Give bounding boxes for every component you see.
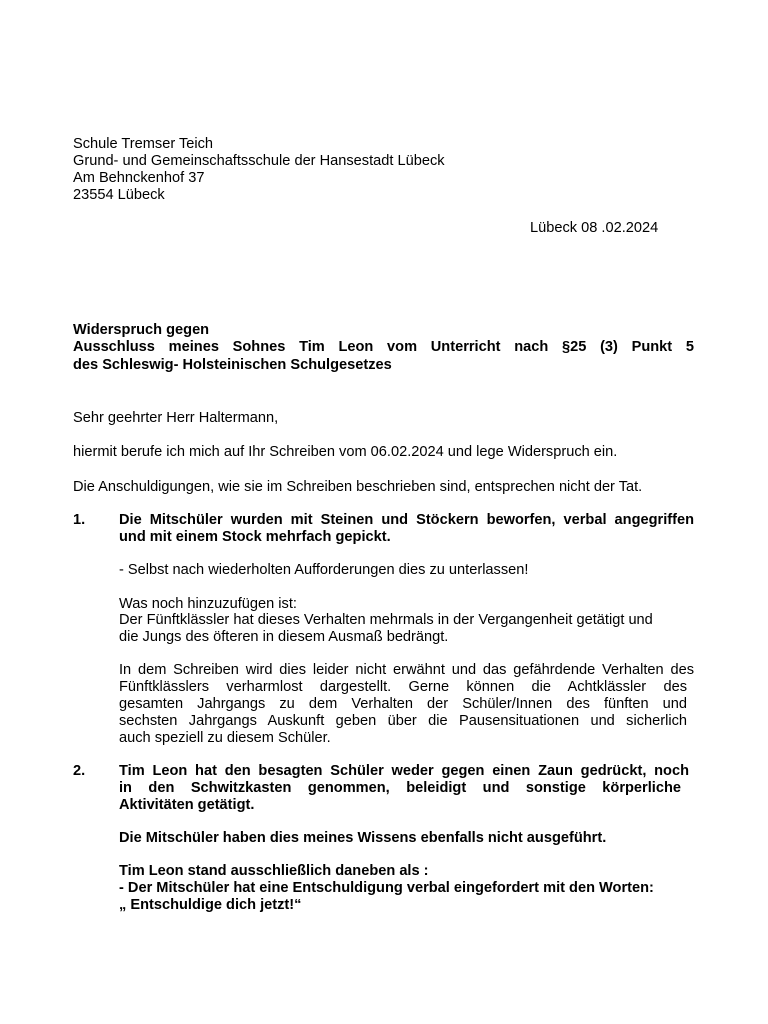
subject-line-2: Ausschluss meines Sohnes Tim Leon vom Unterricht nach §25 (3) Punkt 5 xyxy=(73,339,694,355)
point-2-number: 2. xyxy=(73,763,86,779)
point-1-dash-line: - Selbst nach wiederholten Aufforderungen dies zu unterlassen! xyxy=(119,562,529,578)
point-2-bold-line-3: Aktivitäten getätigt. xyxy=(119,797,255,813)
point-1-para-line-3: gesamten Jahrgangs zu dem Verhalten der Schüler/Innen des fünften und xyxy=(119,696,687,712)
letter-date: Lübeck 08 .02.2024 xyxy=(530,220,659,236)
point-1-para-line-2: Fünftklässlers verharmlost dargestellt. Gerne können die Achtklässler des xyxy=(119,679,687,695)
point-1-bold-line-1: Die Mitschüler wurden mit Steinen und Stöckern beworfen, verbal angegriffen xyxy=(119,512,694,528)
point-1-para-line-4: sechsten Jahrgangs Auskunft geben über die Pausensituationen und sicherlich xyxy=(119,713,687,729)
point-2-stood-line: Tim Leon stand ausschließlich daneben als : xyxy=(119,863,429,879)
point-2-quote-intro: - Der Mitschüler hat eine Entschuldigung verbal eingefordert mit den Worten: xyxy=(119,880,654,896)
intro-paragraph-2: Die Anschuldigungen, wie sie im Schreiben beschrieben sind, entsprechen nicht der Tat. xyxy=(73,479,643,495)
subject-line-3: des Schleswig- Holsteinischen Schulgesetzes xyxy=(73,357,392,373)
point-2-bold-paragraph: Die Mitschüler haben dies meines Wissens ebenfalls nicht ausgeführt. xyxy=(119,830,607,846)
address-line-3: Am Behnckenhof 37 xyxy=(73,170,205,186)
point-1-add-line-1: Der Fünftklässler hat dieses Verhalten mehrmals in der Vergangenheit getätigt und xyxy=(119,612,653,628)
subject-line-1: Widerspruch gegen xyxy=(73,322,210,338)
point-2-quote: „ Entschuldige dich jetzt!“ xyxy=(119,897,302,913)
salutation: Sehr geehrter Herr Haltermann, xyxy=(73,410,279,426)
point-1-add-line-2: die Jungs des öfteren in diesem Ausmaß bedrängt. xyxy=(119,629,449,645)
point-1-para-line-5: auch speziell zu diesem Schüler. xyxy=(119,730,331,746)
address-line-1: Schule Tremser Teich xyxy=(73,136,214,152)
point-1-number: 1. xyxy=(73,512,86,528)
point-2-bold-line-1: Tim Leon hat den besagten Schüler weder gegen einen Zaun gedrückt, noch xyxy=(119,763,689,779)
intro-paragraph-1: hiermit berufe ich mich auf Ihr Schreiben vom 06.02.2024 und lege Widerspruch ein. xyxy=(73,444,618,460)
point-1-add-title: Was noch hinzuzufügen ist: xyxy=(119,596,297,612)
address-line-4: 23554 Lübeck xyxy=(73,187,165,203)
point-1-bold-line-2: und mit einem Stock mehrfach gepickt. xyxy=(119,529,391,545)
point-1-para-line-1: In dem Schreiben wird dies leider nicht erwähnt und das gefährdende Verhalten des xyxy=(119,662,694,678)
address-line-2: Grund- und Gemeinschaftsschule der Hansestadt Lübeck xyxy=(73,153,445,169)
point-2-bold-line-2: in den Schwitzkasten genommen, beleidigt und sonstige körperliche xyxy=(119,780,681,796)
